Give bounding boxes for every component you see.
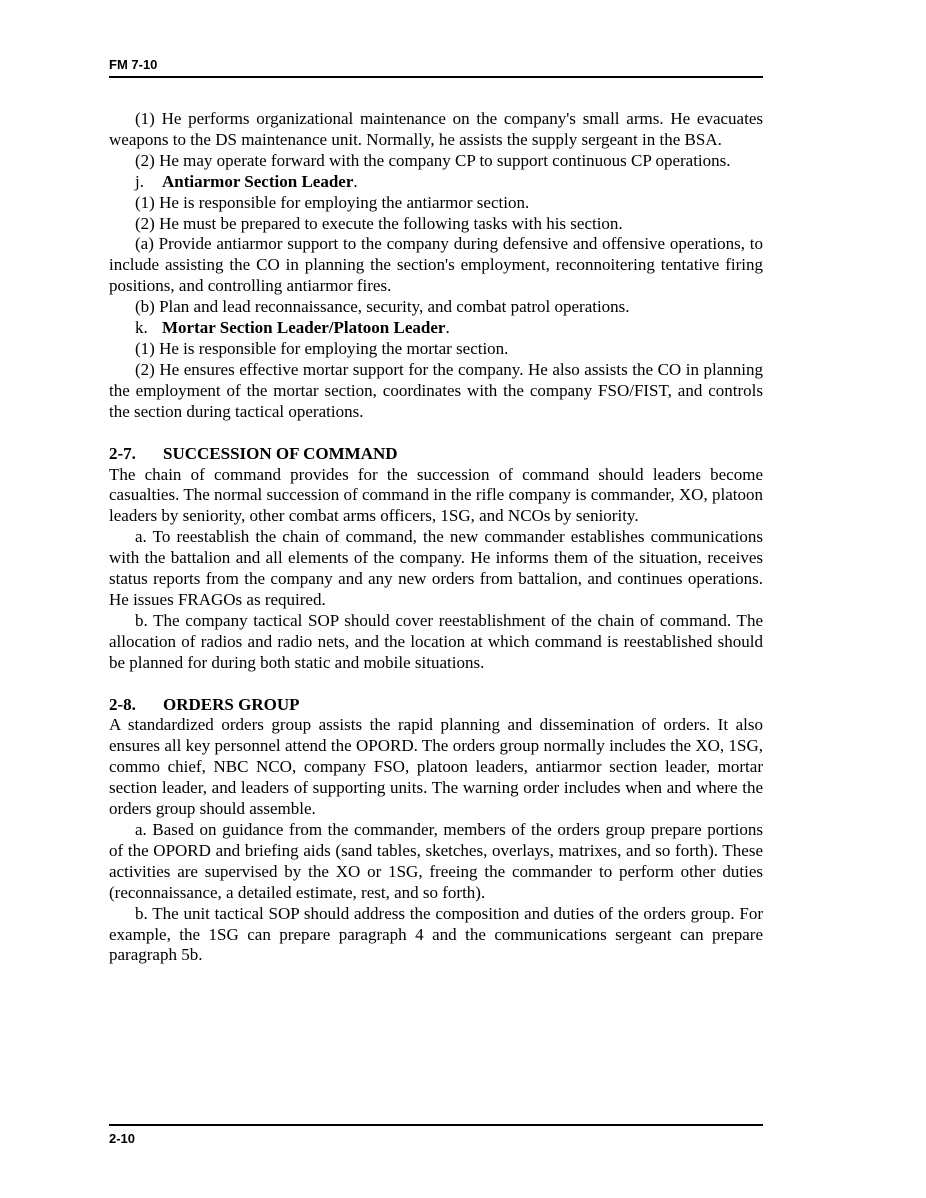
subheading-k: k. Mortar Section Leader/Platoon Leader. [135,318,450,338]
paragraph: (2) He ensures effective mortar support for the company. He also assists the CO in planning the employment of the mortar section, coordinates with the company FSO/FIST, and controls the section during tactical operations. [109,359,763,421]
running-header: FM 7-10 [109,57,158,72]
page-number: 2-10 [109,1131,136,1146]
section-heading-2-8 [109,695,763,716]
paragraph: (1) He performs organizational maintenance on the company's small arms. He evacuates weapons to the DS maintenance unit. Normally, he assists the supply sergeant in the BSA. [109,109,763,149]
section-title: SUCCESSION OF COMMAND [163,443,398,463]
section-heading-2-7 [109,444,763,465]
paragraph: a. To reestablish the chain of command, the new commander establishes communications with the battalion and all elements of the company. He informs them of the situation, receives status reports from the company and any new orders from battalion, and continues operations. He issues FRAGOs as required. [109,527,763,609]
paragraph: (a) Provide antiarmor support to the company during defensive and offensive operations, to include assisting the CO in planning the section's employment, reconnoitering tentative firing positions, and controlling antiarmor fires. [109,234,763,296]
subheading-title: Antiarmor Section Leader [162,171,354,191]
paragraph: The chain of command provides for the succession of command should leaders become casualties. The normal succession of command in the rifle company is commander, XO, platoon leaders by seniority, other combat arms officers, 1SG, and NCOs by seniority. [109,464,763,526]
section-title: ORDERS GROUP [163,694,300,714]
subheading-label: k. [135,318,148,338]
subheading-title: Mortar Section Leader/Platoon Leader [162,318,446,338]
paragraph: (2) He may operate forward with the company CP to support continuous CP operations. [135,150,731,170]
footer-rule [109,1124,763,1126]
paragraph: b. The unit tactical SOP should address the composition and duties of the orders group. For example, the 1SG can prepare paragraph 4 and the communications sergeant can prepare paragraph 5b. [109,903,763,965]
paragraph: (b) Plan and lead reconnaissance, security, and combat patrol operations. [135,297,630,317]
subheading-j: j. Antiarmor Section Leader. [135,171,358,191]
paragraph: (1) He is responsible for employing the mortar section. [135,338,509,358]
subheading-label: j. [135,171,144,191]
section-number: 2-7. [109,443,136,463]
paragraph: a. Based on guidance from the commander, members of the orders group prepare portions of the OPORD and briefing aids (sand tables, sketches, overlays, matrixes, and so forth). These activities are supervised by the XO or 1SG, freeing the commander to perform other duties (reconnaissance, a detailed estimate, rest, and so forth). [109,820,763,902]
header-rule [109,76,763,78]
paragraph: (1) He is responsible for employing the antiarmor section. [135,192,530,212]
paragraph: A standardized orders group assists the rapid planning and dissemination of orders. It also ensures all key personnel attend the OPORD. The orders group normally includes the XO, 1SG, commo chief, NBC NCO, company FSO, platoon leaders, antiarmor section leader, mortar section leader, and leaders of supporting units. The warning order includes when and where the orders group should assemble. [109,715,763,819]
section-number: 2-8. [109,694,136,714]
paragraph: (2) He must be prepared to execute the following tasks with his section. [135,213,623,233]
paragraph: b. The company tactical SOP should cover reestablishment of the chain of command. The allocation of radios and radio nets, and the location at which command is reestablished should be planned for during both static and mobile situations. [109,610,763,672]
page-body [109,109,763,966]
